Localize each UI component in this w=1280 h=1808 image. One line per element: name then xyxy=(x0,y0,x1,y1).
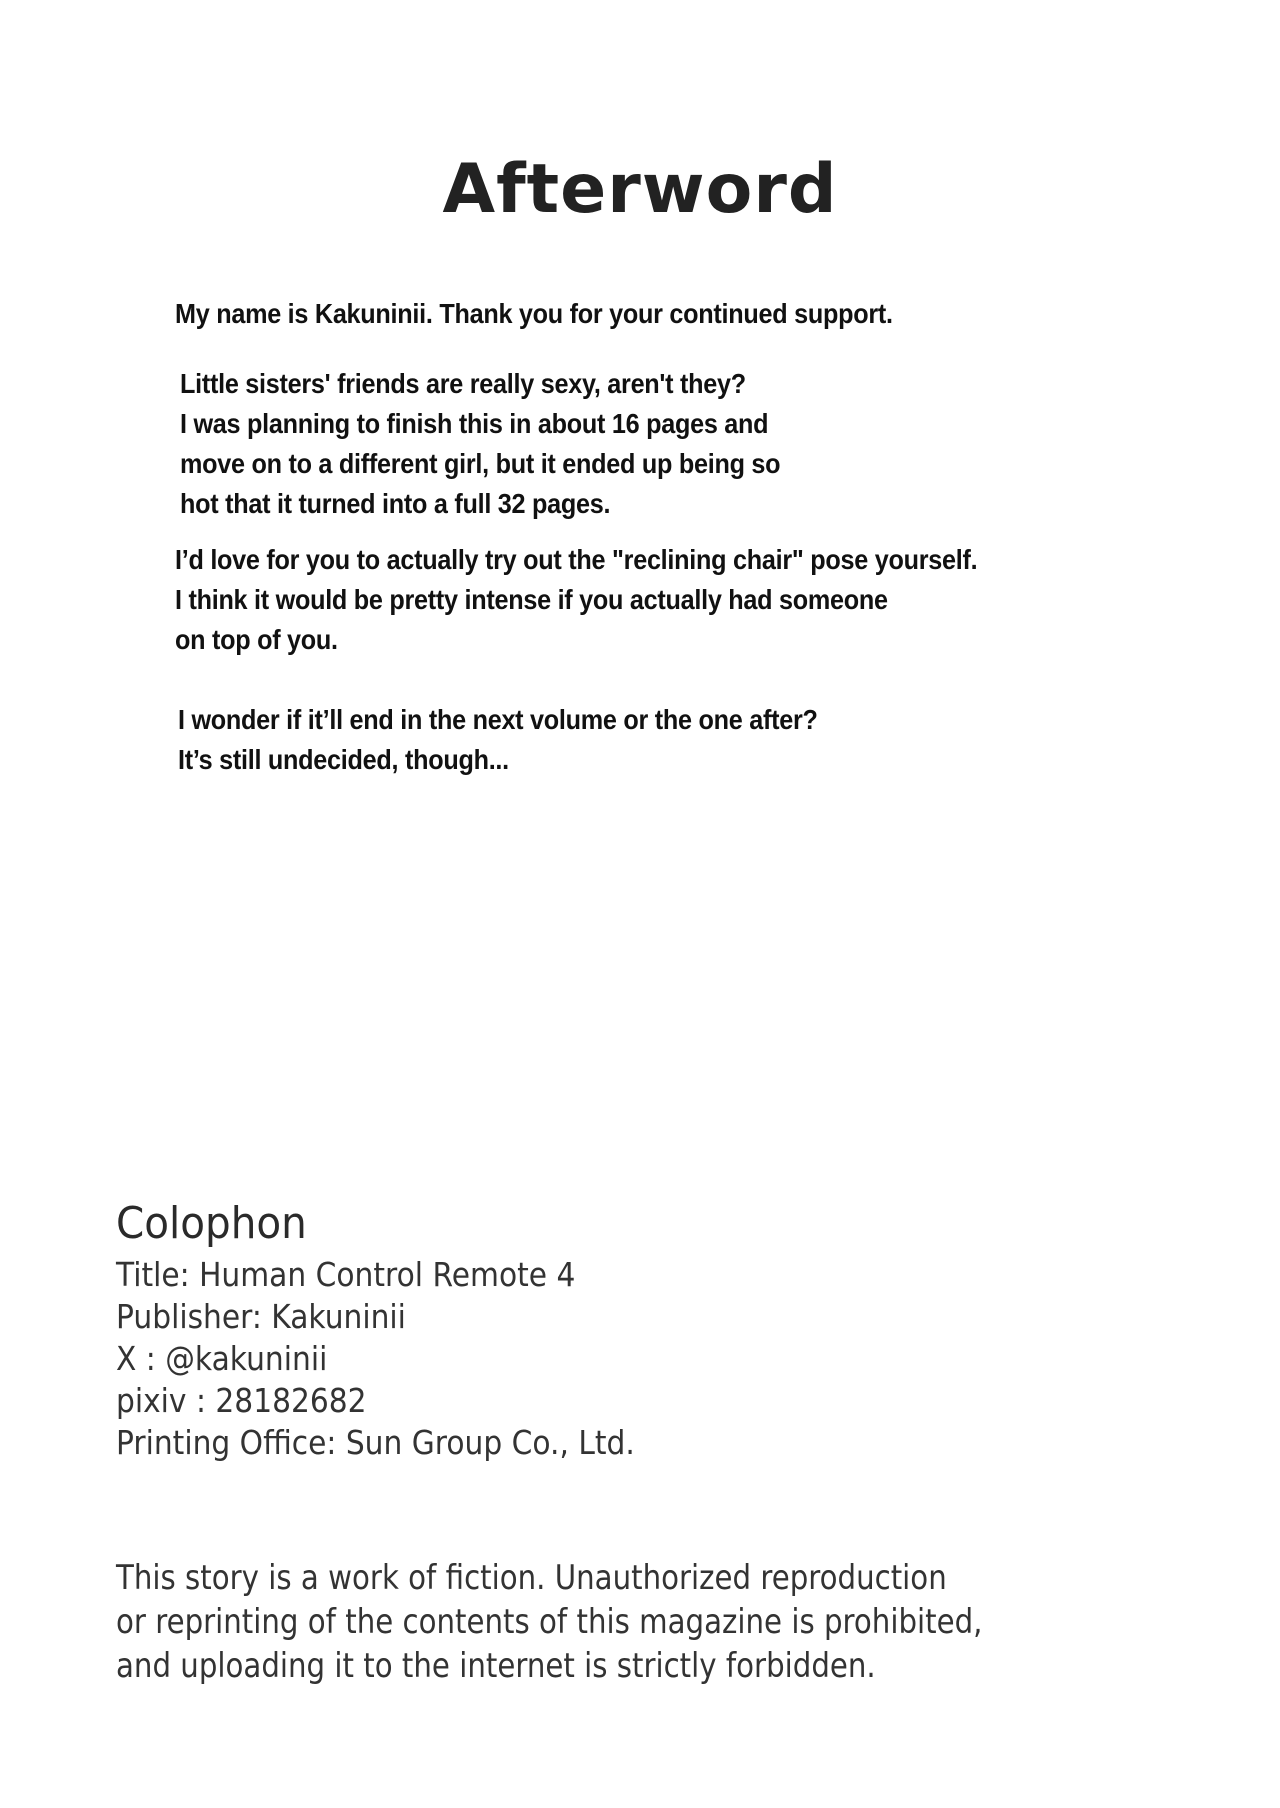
colophon-publisher: Publisher: Kakuninii xyxy=(116,1297,406,1336)
colophon-printing-office: Printing Office: Sun Group Co., Ltd. xyxy=(116,1423,635,1462)
notice-line: This story is a work of fiction. Unauthorized reproduction xyxy=(116,1558,947,1598)
colophon-section xyxy=(116,1196,1216,1464)
colophon-title: Title: Human Control Remote 4 xyxy=(116,1255,576,1294)
colophon-x-handle: X : @kakuninii xyxy=(116,1339,328,1378)
notice-line: or reprinting of the contents of this magazine is prohibited, xyxy=(116,1602,983,1642)
afterword-line: It’s still undecided, though... xyxy=(178,744,509,775)
afterword-line: I think it would be pretty intense if you actually had someone xyxy=(175,584,888,615)
afterword-title: Afterword xyxy=(442,150,838,229)
colophon-list xyxy=(116,1254,1106,1464)
afterword-line: My name is Kakuninii. Thank you for your continued support. xyxy=(175,298,893,329)
afterword-line: Little sisters' friends are really sexy, aren't they? xyxy=(180,368,746,399)
notice-line: and uploading it to the internet is strictly forbidden. xyxy=(116,1646,876,1686)
afterword-line: I wonder if it’ll end in the next volume or the one after? xyxy=(178,704,818,735)
afterword-paragraph-2 xyxy=(180,364,1080,524)
afterword-line: hot that it turned into a full 32 pages. xyxy=(180,488,611,519)
afterword-line: I was planning to finish this in about 16 pages and xyxy=(180,408,769,439)
afterword-line: move on to a different girl, but it ended up being so xyxy=(180,448,781,479)
afterword-paragraph-3 xyxy=(175,540,1075,660)
afterword-paragraph-1 xyxy=(175,294,1075,334)
afterword-line: on top of you. xyxy=(175,624,338,655)
colophon-heading: Colophon xyxy=(116,1198,307,1249)
copyright-notice xyxy=(116,1556,1062,1688)
afterword-paragraph-4 xyxy=(178,700,1078,780)
colophon-pixiv-id: pixiv : 28182682 xyxy=(116,1381,367,1420)
afterword-line: I’d love for you to actually try out the "reclining chair" pose yourself. xyxy=(175,544,978,575)
